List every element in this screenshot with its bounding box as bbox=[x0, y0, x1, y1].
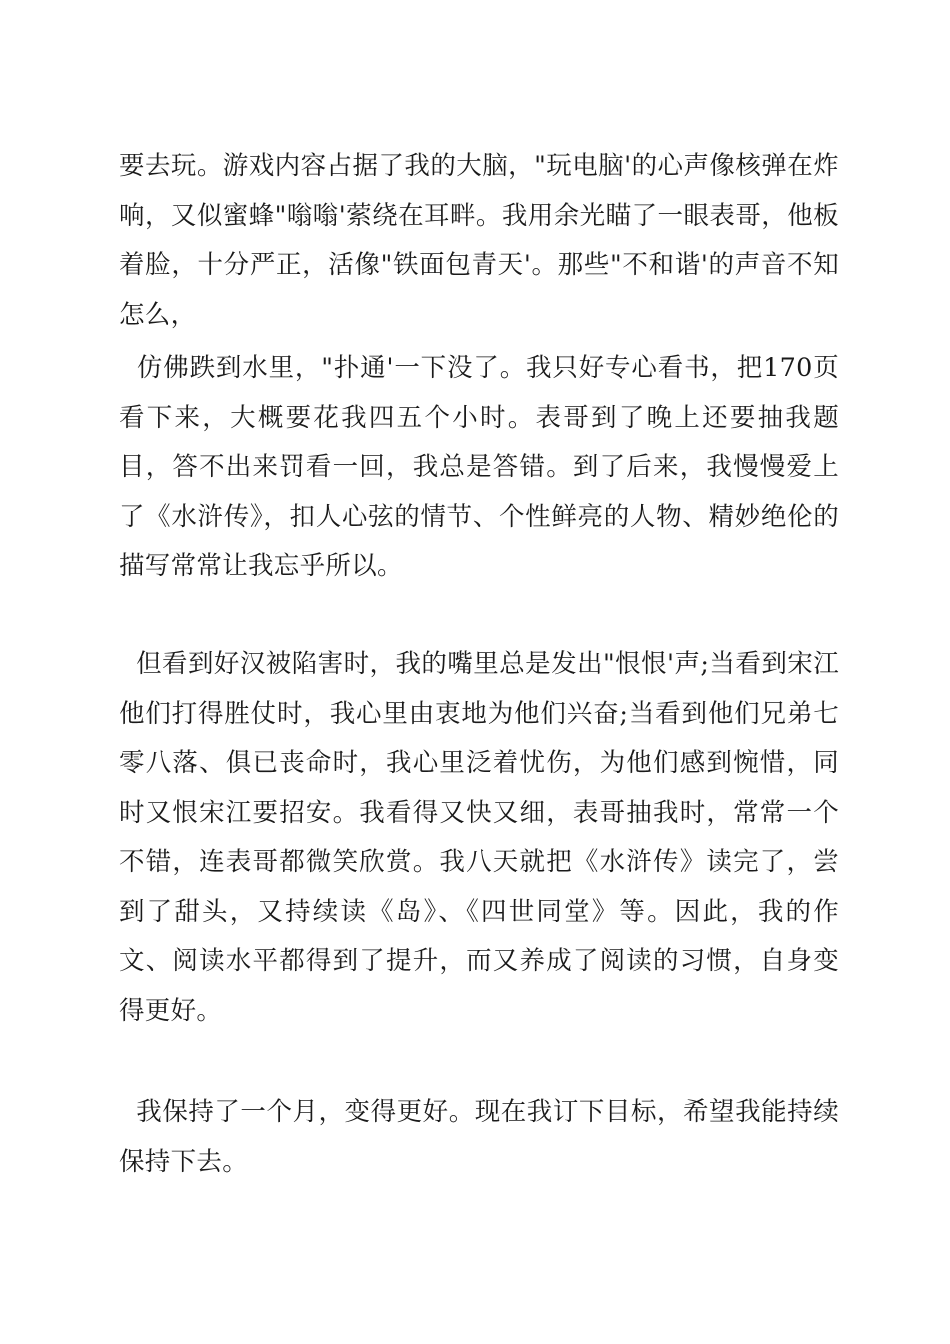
paragraph-2: 仿佛跌到水里，"扑通'一下没了。我只好专心看书，把170页看下来，大概要花我四五个小时。表哥到了晚上还要抽我题目，答不出来罚看一回，我总是答错。到了后来，我慢慢爱上了《水浒传》，扣人心弦的情节、个性鲜亮的人物、精妙绝伦的描写常常让我忘乎所以。 bbox=[119, 353, 839, 581]
paragraph-4: 我保持了一个月，变得更好。现在我订下目标，希望我能持续保持下去。 bbox=[119, 1097, 839, 1177]
paragraph-3: 但看到好汉被陷害时，我的嘴里总是发出"恨恨'声;当看到宋江他们打得胜仗时，我心里由衷地为他们兴奋;当看到他们兄弟七零八落、俱已丧命时，我心里泛着忧伤，为他们感到惋惜，同时又恨宋江要招安。我看得又快又细，表哥抽我时，常常一个不错，连表哥都微笑欣赏。我八天就把《水浒传》读完了，尝到了甜头，又持续读《岛》、《四世同堂》等。因此，我的作文、阅读水平都得到了提升，而又养成了阅读的习惯，自身变得更好。 bbox=[119, 649, 839, 1026]
paragraph-1: 要去玩。游戏内容占据了我的大脑，"玩电脑'的心声像核弹在炸响，又似蜜蜂"嗡嗡'萦绕在耳畔。我用余光瞄了一眼表哥，他板着脸，十分严正，活像"铁面包青天'。那些"不和谐'的声音不知怎么， bbox=[119, 151, 839, 330]
